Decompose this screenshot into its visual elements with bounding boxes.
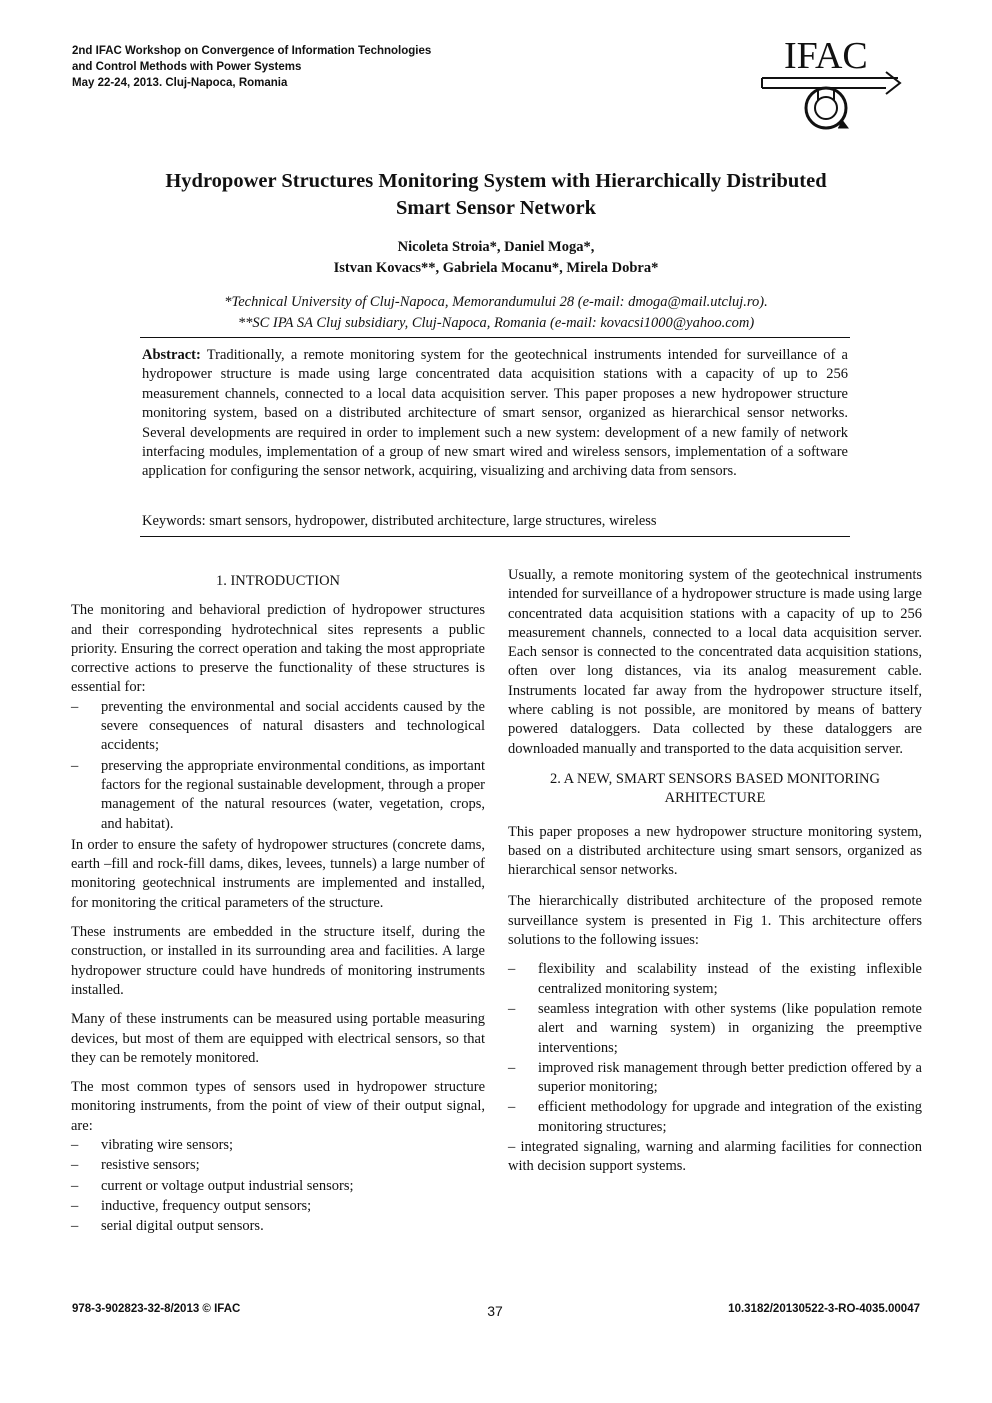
authors-line2: Istvan Kovacs**, Gabriela Mocanu*, Mirela Dobra*	[333, 260, 659, 276]
list-item: – serial digital output sensors.	[71, 1217, 485, 1236]
footer-isbn: 978-3-902823-32-8/2013 © IFAC	[72, 1303, 241, 1315]
dash-glyph: –	[71, 1218, 79, 1235]
section-heading-line2: ARHITECTURE	[664, 790, 766, 807]
abstract-bottom-rule	[140, 536, 850, 537]
dash-glyph: –	[71, 1197, 79, 1214]
list-item: – preserving the appropriate environmental conditions, as important factors for the regional sustainable development, through a proper management of the natural resources (water, vegetation, crops, and habitat).	[71, 757, 485, 832]
right-paragraph-1: Usually, a remote monitoring system of the geotechnical instruments intended for surveillance of a hydropower structure is made using large concentrated data acquisition stations with a capacity of up to 256 measurement channels, connected to a local data acquisition server. Each sensor is connected to the concentrated data acquisition stations, often over long distances, via its analog measurement cable. Instruments located far away from the hydropower structure itself, where cabling is not possible, are monitored by means of battery powered dataloggers. Data collected by these dataloggers are downloaded manually and transported to the data acquisition server.	[508, 567, 922, 757]
dash-glyph: –	[508, 1099, 516, 1116]
intro-paragraph-5: The most common types of sensors used in hydropower structure monitoring instruments, from the point of view of their output signal, are:	[71, 1079, 485, 1134]
abstract	[142, 346, 848, 482]
dash-glyph: –	[71, 698, 79, 715]
abstract-top-rule	[140, 337, 850, 338]
section-heading-introduction: 1. INTRODUCTION	[215, 573, 341, 589]
abstract-label: Abstract:	[142, 347, 201, 363]
dash-glyph: –	[71, 1137, 79, 1154]
ifac-logo	[758, 36, 902, 132]
abstract-text: Traditionally, a remote monitoring system for the geotechnical instruments intended for surveillance of a hydropower structure is made using large concentrated data acquisition stations with a capacity of up to 256 measurement channels, connected to a local data acquisition server. This paper proposes a new hydropower structure monitoring system, based on a distributed architecture of smart sensor, organized as hierarchical sensor networks. Several developments are required in order to implement such a new system: development of a new family of network interfacing modules, implementation of a group of new smart wired and wireless sensors, implementation of a software application for configuring the sensor network, acquiring, visualizing and archiving data from sensors.	[142, 347, 848, 480]
right-paragraph-3: The hierarchically distributed architecture of the proposed remote surveillance system is presented in Fig 1. This architecture offers solutions to the following issues:	[508, 893, 922, 949]
list-item: – flexibility and scalability instead of the existing inflexible centralized monitoring system;	[508, 961, 922, 997]
page-number: 37	[487, 1303, 503, 1319]
authors	[60, 237, 932, 279]
sensor-types-list	[71, 1136, 485, 1236]
section-heading-line1: 2. A NEW, SMART SENSORS BASED MONITORING	[549, 770, 880, 787]
list-item: – seamless integration with other systems (like population remote alert and warning system) in organizing the preemptive interventions;	[508, 1000, 922, 1056]
list-item: – efficient methodology for upgrade and integration of the existing monitoring structures;	[508, 1099, 922, 1135]
keywords: Keywords: smart sensors, hydropower, distributed architecture, large structures, wireless	[142, 513, 657, 529]
architecture-issues-list	[508, 960, 922, 1137]
dash-glyph: –	[71, 757, 79, 774]
dash-glyph: –	[71, 1177, 79, 1194]
intro-paragraph-1: The monitoring and behavioral prediction of hydropower structures and their corresponding hydrotechnical sites represents a public priority. Ensuring the correct operation and taking the most appropriate corrective actions to preserve the functionality of these structures is essential for:	[71, 602, 485, 696]
paper-title-line2: Smart Sensor Network	[395, 197, 597, 219]
footer-doi: 10.3182/20130522-3-RO-4035.00047	[728, 1303, 920, 1315]
intro-bullet-list-1	[71, 698, 485, 834]
list-item: – inductive, frequency output sensors;	[71, 1197, 485, 1216]
dash-glyph: –	[508, 1000, 516, 1017]
list-item: – vibrating wire sensors;	[71, 1136, 485, 1155]
list-item: – improved risk management through better prediction offered by a superior monitoring;	[508, 1059, 922, 1096]
affiliation-line1: *Technical University of Cluj-Napoca, Memorandumului 28 (e-mail: dmoga@mail.utcluj.ro).	[224, 294, 768, 310]
affiliations	[60, 292, 932, 334]
paper-title-line1: Hydropower Structures Monitoring System with Hierarchically Distributed	[165, 170, 827, 192]
dash-glyph: –	[508, 961, 516, 978]
conference-header	[72, 43, 431, 91]
right-paragraph-2: This paper proposes a new hydropower structure monitoring system, based on a distributed architecture using smart sensors, organized as hierarchical sensor networks.	[508, 823, 922, 879]
left-column	[71, 572, 485, 1239]
paper-title	[60, 168, 932, 222]
list-item: – current or voltage output industrial sensors;	[71, 1177, 485, 1196]
right-column	[508, 566, 922, 1177]
intro-paragraph-2: In order to ensure the safety of hydropower structures (concrete dams, earth –fill and rock-fill dams, dikes, levees, tunnels) a large number of monitoring geotechnical instruments are implemented and installed, for monitoring the critical parameters of the structure.	[71, 836, 485, 911]
intro-paragraph-3: These instruments are embedded in the structure itself, during the construction, or installed in its surrounding area and facilities. A large hydropower structure could have hundreds of monitoring instruments installed.	[71, 924, 485, 998]
list-item: – resistive sensors;	[71, 1156, 485, 1175]
conference-header-line1: 2nd IFAC Workshop on Convergence of Information Technologies	[72, 45, 432, 57]
dash-glyph: –	[508, 1059, 516, 1076]
dash-glyph: –	[71, 1157, 79, 1174]
conference-header-line2: and Control Methods with Power Systems	[72, 61, 302, 73]
authors-line1: Nicoleta Stroia*, Daniel Moga*,	[397, 239, 595, 255]
section-heading-architecture	[508, 770, 922, 809]
conference-header-line3: May 22-24, 2013. Cluj-Napoca, Romania	[72, 77, 288, 89]
ifac-logo-text: IFAC	[784, 36, 868, 77]
intro-paragraph-4: Many of these instruments can be measured using portable measuring devices, but most of them are equipped with electrical sensors, so that they can be remotely monitored.	[71, 1011, 485, 1066]
right-last-item: – integrated signaling, warning and alarming facilities for connection with decision support systems.	[508, 1139, 922, 1175]
affiliation-line2: **SC IPA SA Cluj subsidiary, Cluj-Napoca, Romania (e-mail: kovacsi1000@yahoo.com)	[237, 315, 755, 331]
list-item: – preventing the environmental and social accidents caused by the severe consequences of natural disasters and technological accidents;	[71, 698, 485, 754]
